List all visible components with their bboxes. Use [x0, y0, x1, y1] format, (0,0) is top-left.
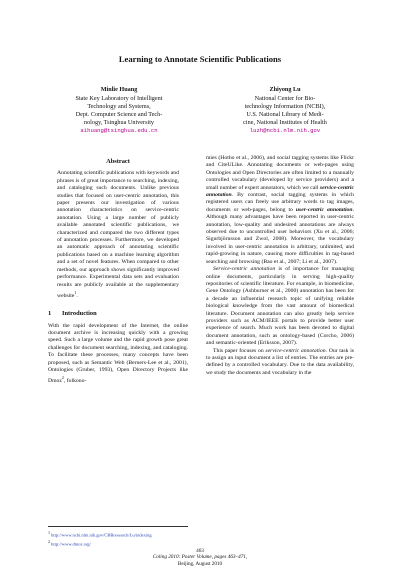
author-name: Minlie Huang	[100, 86, 138, 93]
emphasis-term: Service-centric annotation	[213, 266, 276, 273]
page-number: 463	[196, 548, 204, 554]
author-affiliation-line: Dept. Computer Science and Tech-	[75, 111, 163, 118]
footnote-link[interactable]: http://www.ncbi.nlm.nih.gov/CBBresearch/Lu/indexing	[51, 532, 152, 538]
author-affiliation-line: Technology and Systems,	[87, 103, 151, 110]
author-block-1	[48, 86, 190, 135]
footnote-marker[interactable]: 2	[61, 375, 64, 381]
body-text: mies (Hotho et al., 2006), and social tagging systems like Flickr and CiteULike. Annotating documents or web-pages using Ontologies and Open Directories are often limited to a manually controlled vocabulary (developed by service providers) and a small number of expert annotators, which we call	[206, 155, 354, 191]
author-name: Zhiyong Lu	[269, 86, 301, 93]
author-affiliation-line: U.S. National Library of Medi-	[246, 111, 324, 118]
author-affiliation-line: National Center for Bio-	[254, 95, 316, 102]
footnote-number: 2	[48, 538, 50, 544]
body-text: . Our task is to assign an input document a list of entries. The entries are pre-defined by a controlled vocabulary. Due to the data availability, we study the documents and vocabulary in the	[206, 347, 354, 376]
emphasis-term: user-centric annotation	[295, 206, 353, 213]
abstract-text	[48, 170, 188, 300]
right-column	[206, 155, 354, 377]
body-paragraph	[206, 348, 354, 378]
author-affiliation-line: nology, Tsinghua University	[83, 119, 155, 126]
section-number: 1	[48, 310, 52, 318]
venue-place: Beijing, August 2010	[177, 560, 223, 567]
body-text: is of importance for managing online documents, particularly in serving high-quality repositories of scientific literature. For example, in biomedicine, Gene Ontology (Ashburner et al., 2000) annotation has been for a decade an influential research topic of unifying reliable biological knowledge from the vast amount of biomedical literature. Document annotation can also greatly help service providers such as ACM/IEEE portals to provide better user experience of search. Much work has been devoted to digital document annotation, such as ontology-based (Corcho, 2006) and semantic-oriented (Eriksson, 2007).	[206, 266, 354, 347]
footnote	[48, 530, 188, 539]
footnote-number: 1	[48, 530, 50, 535]
emphasis-term: service-centric annotation	[206, 184, 354, 199]
footnote	[48, 539, 188, 548]
author-affiliation-line: technology Information (NCBI),	[244, 103, 326, 110]
section-heading-introduction	[48, 310, 188, 317]
author-email[interactable]: aihuang@tsinghua.edu.cn	[80, 127, 158, 134]
venue-text: Coling 2010: Poster Volume, pages 463–471,	[152, 554, 248, 561]
section-title: Introduction	[62, 310, 97, 318]
footnotes	[48, 526, 188, 547]
intro-text: With the rapid development of the Internet, the online document archive is increasing quickly with a growing speed. Such a large volume and the rapid growth pose great challenges for document searching, indexing, and cataloging. To facilitate these processes, many concepts have been proposed, such as Semantic Web (Berners-Lee et al., 2001), Ontologies (Gruber, 1993), Open Directory Projects like Dmoz	[48, 322, 188, 385]
author-email[interactable]: luzh@ncbi.nlm.nih.gov	[249, 127, 321, 134]
abstract-end: .	[76, 292, 78, 299]
body-text: This paper focuses on	[213, 347, 266, 354]
abstract-heading: Abstract	[106, 158, 130, 165]
author-affiliation-line: State Key Laboratory of Intelligent	[75, 95, 163, 102]
intro-text-end: , folkono-	[63, 378, 87, 385]
footnote-link[interactable]: http://www.dmoz.org/	[51, 541, 91, 546]
author-affiliation-line: cine, National Institutes of Health	[243, 119, 327, 126]
emphasis-term: service-centric annotation	[265, 347, 326, 354]
body-paragraph	[206, 155, 354, 266]
page-footer	[0, 548, 400, 567]
body-text: . Although many advantages have been reported in user-centric annotation, low-quality and undesired annotations are always observed due to uncontrolled user behaviors (Xu et al., 2006; Sigurbjörnsson and Zwol, 2008). Moreover, the vocabulary involved in user-centric annotation is arbitrary, unlimited, and rapid-growing in nature, causing more difficulties in tag-based searching and browsing (Bao et al., 2007; Li et al., 2007).	[206, 206, 354, 265]
intro-paragraph	[48, 323, 188, 386]
body-text: . By contrast, social tagging systems in which registered users can freely use arbitrary words to tag images, documents or web-pages, belong to	[206, 192, 354, 213]
abstract-body: Annotating scientific publications with keywords and phrases is of great importance to searching, indexing, and cataloging such documents. Unlike previous studies that focused on user-centric annotation, this paper presents our investigation of various annotation characteristics on service-centric annotation. Using a large number of publicly available annotated scientific publications, we characterized and compared the two different types of annotation processes. Furthermore, we developed an automatic approach of annotating scientific publications based on a machine learning algorithm and a set of novel features. When compared to other methods, our approach shows significantly improved performance. Experimental data sets and evaluation results are publicly available at the supplementary website	[57, 170, 179, 299]
left-column	[48, 158, 188, 386]
body-paragraph	[206, 266, 354, 347]
author-block-2	[214, 86, 356, 135]
paper-title: Learning to Annotate Scientific Publications	[118, 54, 282, 64]
footnote-marker[interactable]: 1	[74, 289, 77, 295]
